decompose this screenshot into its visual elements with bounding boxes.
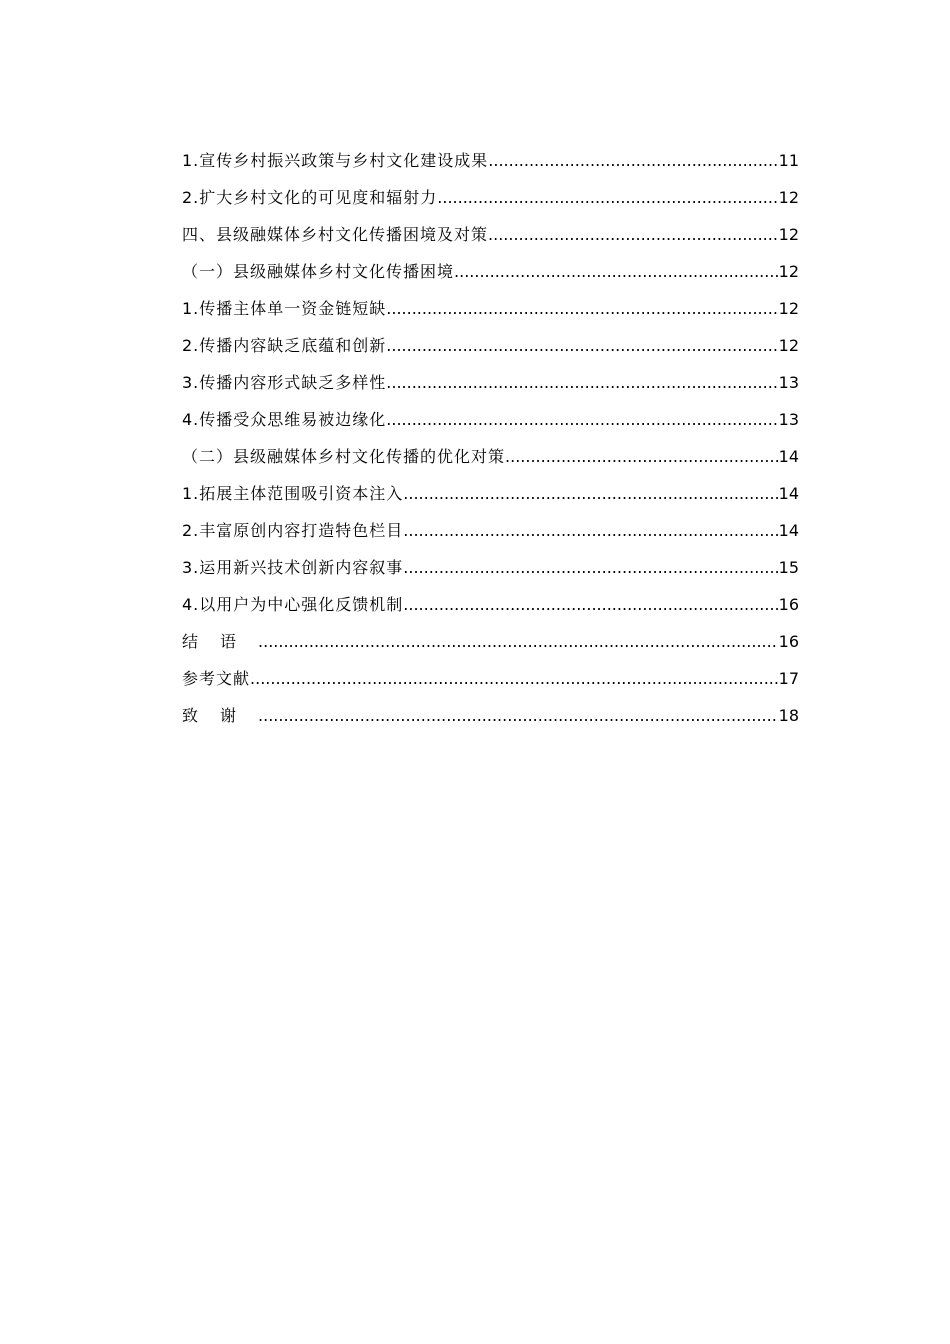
toc-dot-leader bbox=[403, 595, 777, 615]
toc-dot-leader bbox=[488, 151, 777, 171]
toc-dot-leader bbox=[386, 410, 777, 430]
toc-page-number: 17 bbox=[778, 669, 799, 688]
toc-entry[interactable] bbox=[182, 134, 799, 171]
toc-dot-leader bbox=[386, 336, 777, 356]
toc-dot-leader bbox=[488, 225, 778, 245]
toc-page-number: 12 bbox=[778, 262, 799, 281]
toc-page-number: 14 bbox=[778, 484, 799, 503]
toc-dot-leader bbox=[258, 632, 778, 652]
toc-page-number: 13 bbox=[778, 373, 799, 392]
toc-dot-leader bbox=[403, 484, 777, 504]
toc-entry-title: 4.以用户为中心强化反馈机制 bbox=[182, 595, 404, 614]
toc-page-number: 15 bbox=[778, 558, 799, 577]
toc-entry[interactable] bbox=[182, 319, 799, 356]
toc-dot-leader bbox=[250, 669, 778, 689]
toc-dot-leader bbox=[386, 373, 777, 393]
toc-entry[interactable] bbox=[182, 245, 799, 282]
toc-dot-leader bbox=[258, 706, 778, 726]
toc-entry-title: 4.传播受众思维易被边缘化 bbox=[182, 410, 387, 429]
toc-entry[interactable] bbox=[182, 689, 799, 726]
toc-page-number: 16 bbox=[778, 632, 799, 651]
toc-entry-title: 2.丰富原创内容打造特色栏目 bbox=[182, 521, 404, 540]
table-of-contents bbox=[182, 134, 799, 726]
toc-entry-title: 参考文献 bbox=[182, 669, 251, 688]
toc-page-number: 12 bbox=[778, 299, 799, 318]
toc-entry-title: 1.拓展主体范围吸引资本注入 bbox=[182, 484, 404, 503]
toc-entry-title: （一）县级融媒体乡村文化传播困境 bbox=[182, 262, 455, 281]
toc-entry[interactable] bbox=[182, 430, 799, 467]
toc-page-number: 12 bbox=[778, 188, 799, 207]
toc-entry-title: 2.传播内容缺乏底蕴和创新 bbox=[182, 336, 387, 355]
toc-entry[interactable] bbox=[182, 615, 799, 652]
toc-page-number: 16 bbox=[778, 595, 799, 614]
toc-entry-title: 1.传播主体单一资金链短缺 bbox=[182, 299, 387, 318]
toc-entry[interactable] bbox=[182, 171, 799, 208]
toc-entry-title: 四、县级融媒体乡村文化传播困境及对策 bbox=[182, 225, 489, 244]
toc-dot-leader bbox=[403, 521, 777, 541]
toc-entry-title: 3.运用新兴技术创新内容叙事 bbox=[182, 558, 404, 577]
toc-dot-leader bbox=[403, 558, 777, 578]
toc-entry-title: 3.传播内容形式缺乏多样性 bbox=[182, 373, 387, 392]
toc-page-number: 11 bbox=[778, 151, 799, 170]
toc-entry-title: 1.宣传乡村振兴政策与乡村文化建设成果 bbox=[182, 151, 489, 170]
toc-entry[interactable] bbox=[182, 282, 799, 319]
toc-dot-leader bbox=[505, 447, 778, 467]
toc-entry[interactable] bbox=[182, 208, 799, 245]
toc-entry-title: 结语 bbox=[182, 632, 259, 651]
toc-entry[interactable] bbox=[182, 393, 799, 430]
toc-dot-leader bbox=[454, 262, 778, 282]
toc-entry[interactable] bbox=[182, 467, 799, 504]
toc-page-number: 12 bbox=[778, 225, 799, 244]
toc-entry[interactable] bbox=[182, 578, 799, 615]
toc-page-number: 12 bbox=[778, 336, 799, 355]
toc-page-number: 13 bbox=[778, 410, 799, 429]
toc-entry[interactable] bbox=[182, 356, 799, 393]
toc-dot-leader bbox=[386, 299, 777, 319]
toc-entry-title: 致谢 bbox=[182, 706, 259, 725]
toc-entry-title: （二）县级融媒体乡村文化传播的优化对策 bbox=[182, 447, 506, 466]
toc-page-number: 14 bbox=[778, 447, 799, 466]
toc-page-number: 14 bbox=[778, 521, 799, 540]
toc-entry[interactable] bbox=[182, 541, 799, 578]
toc-dot-leader bbox=[437, 188, 777, 208]
toc-page-number: 18 bbox=[778, 706, 799, 725]
toc-entry[interactable] bbox=[182, 652, 799, 689]
toc-entry[interactable] bbox=[182, 504, 799, 541]
toc-entry-title: 2.扩大乡村文化的可见度和辐射力 bbox=[182, 188, 438, 207]
